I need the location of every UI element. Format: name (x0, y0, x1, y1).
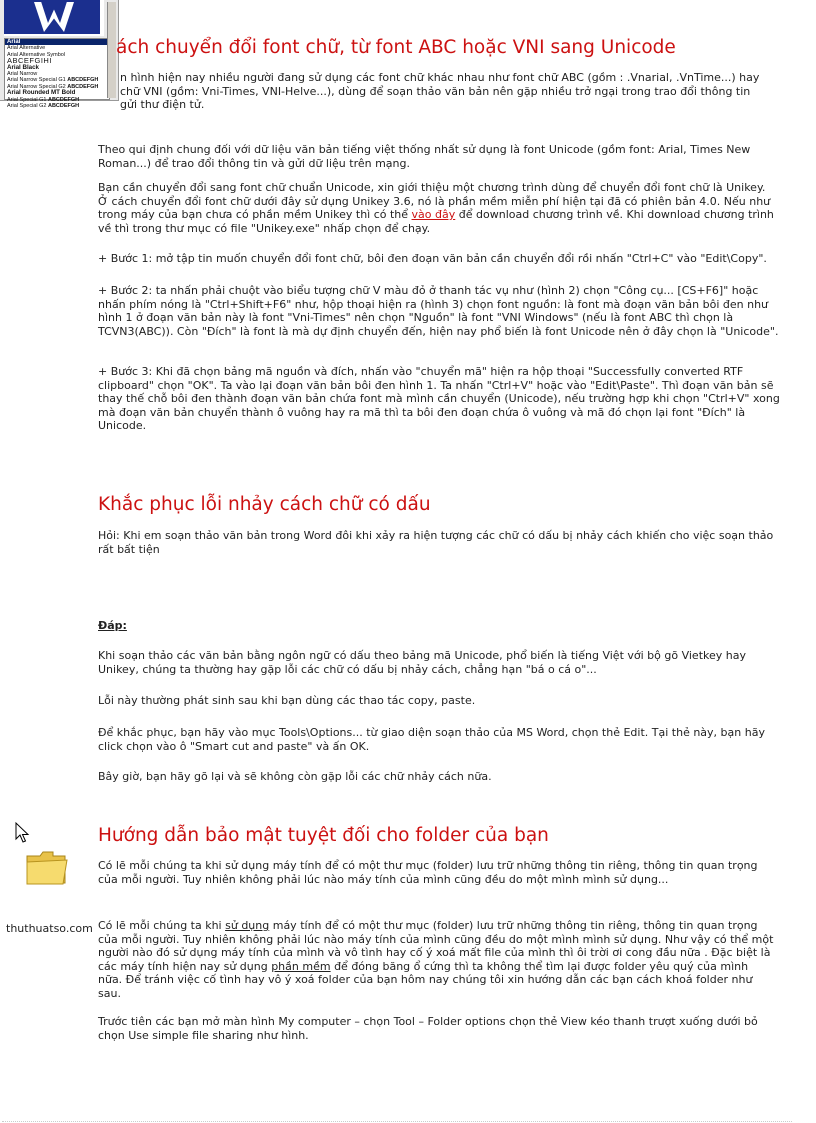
font-item: Arial Rounded MT Bold (7, 89, 76, 97)
link-phan-mem[interactable]: phần mềm (271, 959, 331, 973)
section3-paragraph: Có lẽ mỗi chúng ta khi sử dụng máy tính để có một thư mục (folder) lưu trữ những thông tin riêng, thông tin quan trọng của mỗi người. Tuy nhiên không phải lúc nào máy tính của mình cũng đều do một mình mình sử dụng. Như vậy có thể một người nào đó sử dụng máy tính của mình và vô tình hay cố ý xoá mất file của mình thì ôi trời ơi cong đầu nữa . Đặc biệt là các máy tính hiện nay sử dụng phần mềm để đóng băng ổ cứng thì ta không thể tìm lại được folder yêu quý của mình nữa. Để tránh việc cố tình hay vô ý xoá folder của bạn hôm nay chúng tôi xin hướng dẫn các bạn cách khoá folder như sau. (98, 919, 774, 1000)
download-link[interactable]: vào đây (411, 208, 456, 221)
link-su-dung[interactable]: sử dụng (225, 919, 270, 932)
section3-paragraph: Trước tiên các bạn mở màn hình My computer – chọn Tool – Folder options chọn thẻ View kéo thanh trượt xuống dưới bỏ chọn Use simple file sharing như hình. (98, 1015, 758, 1042)
section3-title: Hướng dẫn bảo mật tuyệt đối cho folder của bạn (98, 825, 549, 846)
font-item: Arial Alternative Symbol (7, 51, 66, 58)
section1-paragraph: Bạn cần chuyển đổi sang font chữ chuẩn Unicode, xin giới thiệu một chương trình dùng để chuyển đổi font chữ là Unikey. Ở cách chuyển đổi font chữ dưới đây sử dụng Unikey 3.6, nó là phần mềm miễn phí hiện tại đã có phiên bản 4.0. Nếu như trong máy của bạn chưa có phần mềm Unikey thì có thể vào đây để download chương trình về. Khi download chương trình về thì trong thư mục có file "Unikey.exe" nhấp chọn để chạy. (98, 181, 774, 235)
font-item: ABCEFGIHI (7, 56, 52, 66)
section1-intro: n hình hiện nay nhiều người đang sử dụng các font chữ khác nhau như font chữ ABC (gồm : .Vnarial, .VnTime...) hay chữ VNI (gồm: Vni-Times, VNI-Helve...), dùng để soạn thảo văn bản nên gặp nhiều trở ngại trong trao đổi thông tin gửi thư điện tử. (120, 71, 760, 111)
scrollbar (107, 2, 116, 98)
font-item: Arial Black (7, 63, 39, 71)
cursor-icon (15, 822, 31, 844)
section1-paragraph: Theo qui định chung đối với dữ liệu văn bản tiếng việt thống nhất sử dụng là font Unicode (gồm font: Arial, Times New Roman...) để trao đổi thông tin và gửi dữ liệu trên mạng. (98, 143, 751, 170)
word-logo-icon (4, 0, 104, 36)
folder-icon (25, 850, 69, 886)
step-1: + Bước 1: mở tập tin muốn chuyển đổi font chữ, bôi đen đoạn văn bản cần chuyển đổi rồi nhấn "Ctrl+C" vào "Edit\Copy". (98, 252, 767, 265)
answer-paragraph: Khi soạn thảo các văn bản bằng ngôn ngữ có dấu theo bảng mã Unicode, phổ biến là tiếng Việt với bộ gõ Vietkey hay Unikey, chúng ta thường hay gặp lỗi các chữ có dấu bị nhảy cách, chẳng hạn "bá o cá o"... (98, 649, 746, 676)
font-dropdown-list (4, 38, 110, 110)
font-item: Arial Special G2 ABCDEFGH (7, 103, 80, 110)
question-text: Hỏi: Khi em soạn thảo văn bản trong Word đôi khi xảy ra hiện tượng các chữ có dấu bị nhảy cách khiến cho việc soạn thảo rất bất tiện (98, 529, 774, 556)
font-item: Arial Alternative (7, 45, 46, 52)
answer-paragraph: Để khắc phục, bạn hãy vào mục Tools\Options... từ giao diện soạn thảo của MS Word, chọn thẻ Edit. Tại thẻ này, bạn hãy click chọn vào ô "Smart cut and paste" và ấn OK. (98, 726, 765, 753)
font-item: Arial (5, 39, 109, 45)
font-item: Arial Special G1 ABCDEFGH (7, 96, 80, 103)
font-list-image (0, 0, 119, 110)
step-2: + Bước 2: ta nhấn phải chuột vào biểu tượng chữ V màu đỏ ở thanh tác vụ như (hình 2) chọn "Công cụ... [CS+F6]" hoặc nhấn phím nóng là "Ctrl+Shift+F6" như, hộp thoại hiện ra (hình 3) chọn font nguồn: là font mà đoạn văn bản bôi đen như hình 1 ở đoạn văn bản này là font "Vni-Times" nên chọn "Nguồn" là font "VNI Windows" (nếu là font ABC thì chọn là TCVN3(ABC)). Còn "Đích" là font là mà dự định chuyển đến, hiện nay phổ biến là font Unicode nên ở đây chọn là "Unicode". (98, 284, 779, 338)
answer-paragraph: Bây giờ, bạn hãy gõ lại và sẽ không còn gặp lỗi các chữ nhảy cách nữa. (98, 770, 492, 783)
section3-intro: Có lẽ mỗi chúng ta khi sử dụng máy tính để có một thư mục (folder) lưu trữ những thông tin riêng, thông tin quan trọng của mỗi người. Tuy nhiên không phải lúc nào máy tính của mình cũng đều do một mình mình sử dụng... (98, 859, 758, 886)
image-caption: thuthuatso.com (6, 922, 93, 935)
folder-image (3, 822, 94, 913)
page-divider (2, 1121, 792, 1122)
section1-title: ách chuyển đổi font chữ, từ font ABC hoặc VNI sang Unicode (116, 37, 676, 58)
font-item: Arial Narrow Special G1 ABCDEFGH (7, 77, 99, 84)
answer-label: Đáp: (98, 619, 127, 632)
font-item: Arial Narrow (7, 71, 38, 78)
section2-title: Khắc phục lỗi nhảy cách chữ có dấu (98, 494, 431, 515)
step-3: + Bước 3: Khi đã chọn bảng mã nguồn và đích, nhấn vào "chuyển mã" hiện ra hộp thoại "Successfully converted RTF clipboard" chọn "OK". Ta vào lại đoạn văn bản bôi đen hình 1. Ta nhấn "Ctrl+V" hoặc vào "Edit\Paste". Thì đoạn văn bản sẽ thay thế chỗ bôi đen thành đoạn văn bản chứa font mà mình cần chuyển (Unicode), nếu trường hợp khi chọn "Ctrl+V" xong mà đoạn văn bản chuyển thành ô vuông hay ra mã thì ta bôi đen đoạn chứa ô vuông và mã đó chọn lại font "Đích" là Unicode. (98, 365, 780, 432)
answer-paragraph: Lỗi này thường phát sinh sau khi bạn dùng các thao tác copy, paste. (98, 694, 476, 707)
font-item: Arial Narrow Special G2 ABCDEFGH (7, 83, 99, 90)
